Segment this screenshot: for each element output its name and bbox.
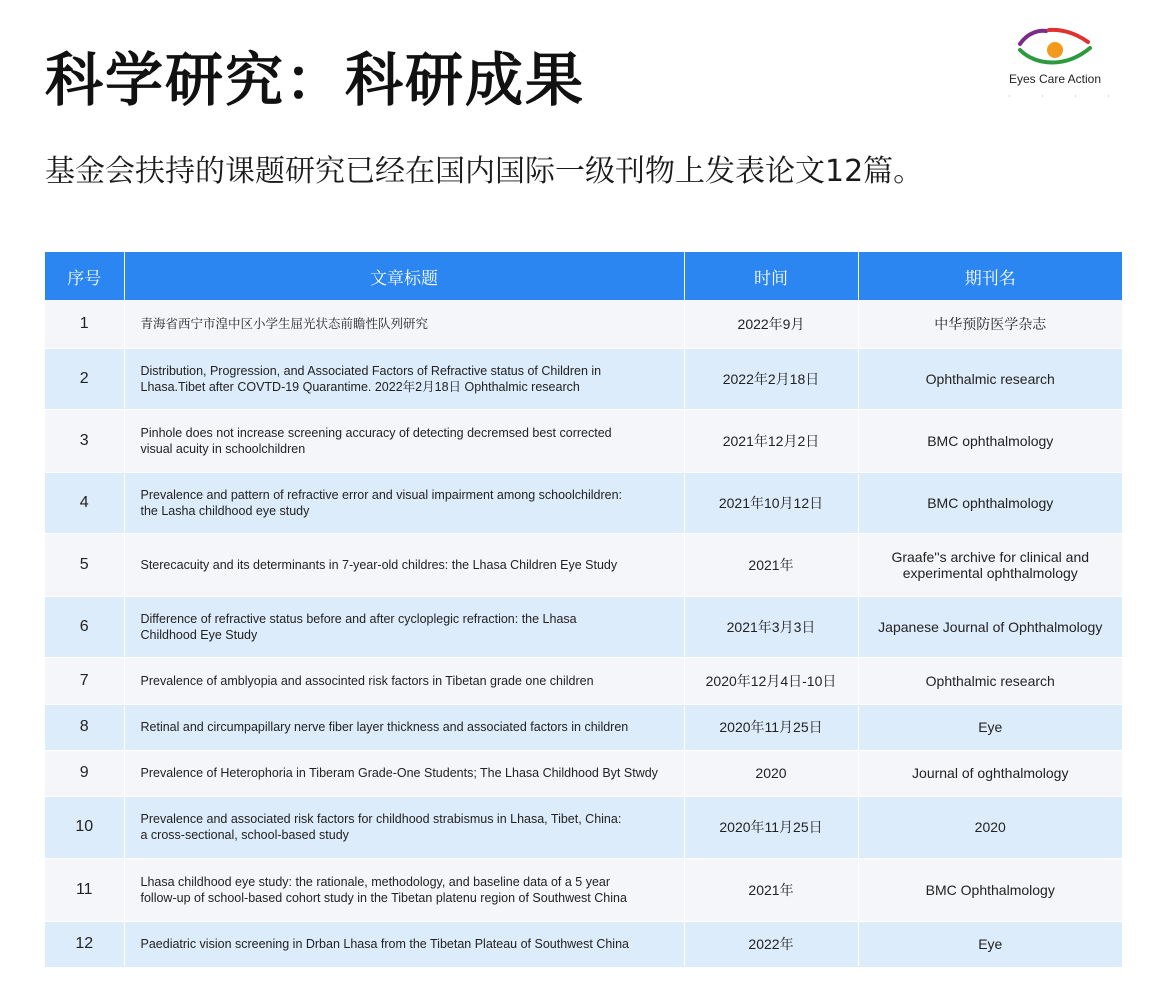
- row-title: Distribution, Progression, and Associated Factors of Refractive status of Children in Lhasa.Tibet after COVTD-19 Quarantime. 2022年2月18日 Ophthalmic research: [124, 348, 684, 409]
- row-journal: Ophthalmic research: [858, 657, 1122, 704]
- row-date: 2022年9月: [684, 300, 858, 348]
- row-index: 2: [45, 348, 124, 409]
- row-journal: 中华预防医学杂志: [858, 300, 1122, 348]
- row-index: 6: [45, 596, 124, 657]
- table-header-row: [45, 252, 1122, 300]
- row-date: 2021年: [684, 533, 858, 596]
- row-journal: Graafe''s archive for clinical and experimental ophthalmology: [858, 533, 1122, 596]
- row-title: 青海省西宁市湟中区小学生屈光状态前瞻性队列研究: [124, 300, 684, 348]
- table-row: [45, 750, 1122, 796]
- row-index: 12: [45, 921, 124, 967]
- logo-tagline-decoration: · · · ·: [1008, 92, 1124, 101]
- row-index: 3: [45, 409, 124, 472]
- row-index: 5: [45, 533, 124, 596]
- row-title: Prevalence of Heterophoria in Tiberam Grade-One Students; The Lhasa Childhood Byt Stwdy: [124, 750, 684, 796]
- row-date: 2021年3月3日: [684, 596, 858, 657]
- logo-arc-red: [1049, 30, 1088, 42]
- logo-pupil: [1047, 42, 1063, 58]
- table-row: [45, 533, 1122, 596]
- table-row: [45, 657, 1122, 704]
- row-title: Lhasa childhood eye study: the rationale, methodology, and baseline data of a 5 year follow-up of school-based cohort study in the Tibetan platenu region of Southwest China: [124, 858, 684, 921]
- row-journal: BMC Ophthalmology: [858, 858, 1122, 921]
- table-row: [45, 300, 1122, 348]
- row-journal: Japanese Journal of Ophthalmology: [858, 596, 1122, 657]
- row-title: Prevalence and associated risk factors for childhood strabismus in Lhasa, Tibet, China: a cross-sectional, school-based study: [124, 796, 684, 858]
- row-title: Sterecacuity and its determinants in 7-year-old childres: the Lhasa Children Eye Study: [124, 533, 684, 596]
- table-row: [45, 796, 1122, 858]
- page-subtitle: 基金会扶持的课题研究已经在国内国际一级刊物上发表论文12篇。: [45, 154, 924, 189]
- row-index: 9: [45, 750, 124, 796]
- column-header-index: 序号: [45, 252, 124, 300]
- row-date: 2021年: [684, 858, 858, 921]
- row-title: Prevalence of amblyopia and associnted risk factors in Tibetan grade one children: [124, 657, 684, 704]
- page-title: 科学研究：科研成果: [45, 46, 586, 114]
- column-header-title: 文章标题: [124, 252, 684, 300]
- logo-text: Eyes Care Action: [1008, 72, 1102, 86]
- row-date: 2021年10月12日: [684, 472, 858, 533]
- row-title: Pinhole does not increase screening accuracy of detecting decremsed best corrected visual acuity in schoolchildren: [124, 409, 684, 472]
- row-title: Retinal and circumpapillary nerve fiber layer thickness and associated factors in children: [124, 704, 684, 750]
- row-date: 2022年2月18日: [684, 348, 858, 409]
- row-index: 10: [45, 796, 124, 858]
- row-title: Prevalence and pattern of refractive error and visual impairment among schoolchildren: the Lasha childhood eye study: [124, 472, 684, 533]
- row-journal: BMC ophthalmology: [858, 472, 1122, 533]
- table-row: [45, 596, 1122, 657]
- row-title: Paediatric vision screening in Drban Lhasa from the Tibetan Plateau of Southwest China: [124, 921, 684, 967]
- row-journal: 2020: [858, 796, 1122, 858]
- row-title: Difference of refractive status before and after cycloplegic refraction: the Lhasa Childhood Eye Study: [124, 596, 684, 657]
- row-journal: BMC ophthalmology: [858, 409, 1122, 472]
- table-row: [45, 921, 1122, 967]
- row-date: 2020: [684, 750, 858, 796]
- row-date: 2020年11月25日: [684, 796, 858, 858]
- row-index: 11: [45, 858, 124, 921]
- row-journal: Journal of oghthalmology: [858, 750, 1122, 796]
- row-index: 8: [45, 704, 124, 750]
- table-row: [45, 409, 1122, 472]
- row-date: 2021年12月2日: [684, 409, 858, 472]
- table-row: [45, 858, 1122, 921]
- row-journal: Eye: [858, 704, 1122, 750]
- table-row: [45, 348, 1122, 409]
- row-index: 4: [45, 472, 124, 533]
- table-row: [45, 472, 1122, 533]
- publications-table: [45, 252, 1122, 968]
- table-row: [45, 704, 1122, 750]
- logo-arc-purple: [1020, 31, 1046, 44]
- column-header-date: 时间: [684, 252, 858, 300]
- row-date: 2020年11月25日: [684, 704, 858, 750]
- row-index: 1: [45, 300, 124, 348]
- row-journal: Eye: [858, 921, 1122, 967]
- brand-logo: [1000, 28, 1124, 108]
- eye-logo-icon: [1016, 28, 1094, 68]
- row-journal: Ophthalmic research: [858, 348, 1122, 409]
- row-date: 2020年12月4日-10日: [684, 657, 858, 704]
- column-header-journal: 期刊名: [858, 252, 1122, 300]
- row-date: 2022年: [684, 921, 858, 967]
- row-index: 7: [45, 657, 124, 704]
